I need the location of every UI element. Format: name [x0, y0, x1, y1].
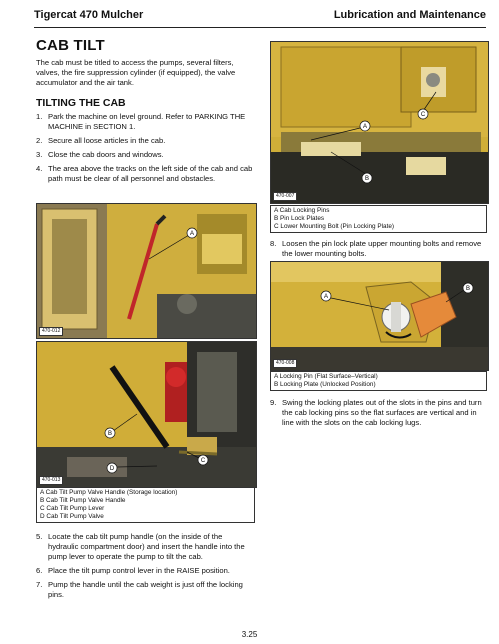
intro-paragraph: The cab must be titled to access the pumps, several filters, valves, the fire suppression cylinder (if equipped), the valve accumulator and the air tank. [36, 58, 236, 87]
step-item: 3. Close the cab doors and windows. [36, 150, 164, 159]
step-item: 6. Place the tilt pump control lever in the RAISE position. [36, 566, 230, 575]
step-item: 9. Swing the locking plates out of the slots in the pins and turn the cab locking pins so the flat surfaces are vertical and in line with the slots on the cab locking lugs. [270, 398, 482, 427]
step-item: 5. Locate the cab tilt pump handle (on the inside of the hydraulic compartment door) and insert the handle into the pump lever to operate the pump to tilt the cab. [36, 532, 245, 561]
figure-tag: 470-013 [39, 476, 63, 485]
header-divider [34, 27, 486, 28]
callout-label: B [465, 286, 471, 293]
subsection-title: TILTING THE CAB [36, 97, 126, 109]
chapter-title: Lubrication and Maintenance [333, 9, 486, 21]
callout-label: D [109, 466, 115, 473]
steps-list-top [36, 112, 254, 188]
figure-tag: 470-008 [273, 359, 297, 368]
figure-tag: 470-007 [273, 192, 297, 201]
figure-legend-008: A Locking Pin (Flat Surface–Vertical) B Locking Plate (Unlocked Position) [270, 371, 487, 391]
callout-label: C [420, 112, 426, 119]
step-item: 1. Park the machine on level ground. Refer to PARKING THE MACHINE in SECTION 1. [36, 112, 246, 131]
figure-locking-pin-plate [270, 261, 489, 371]
callout-label: A [189, 231, 195, 238]
figure-cab-locking-pins [270, 41, 489, 204]
page-number: 3.25 [241, 630, 258, 639]
callout-label: A [362, 124, 368, 131]
figure-cab-tilt-pump [36, 341, 257, 488]
callout-label: C [200, 458, 206, 465]
step-item: 4. The area above the tracks on the left side of the cab and cab path must be clear of all personnel and obstacles. [36, 164, 253, 183]
document-title: Tigercat 470 Mulcher [34, 9, 144, 21]
callout-label: B [364, 176, 370, 183]
section-title: CAB TILT [36, 37, 105, 54]
steps-list-right-1 [270, 239, 488, 263]
step-item: 7. Pump the handle until the cab weight is just off the locking pins. [36, 580, 243, 599]
figure-tag: 470-012 [39, 327, 63, 336]
callout-label: B [107, 431, 113, 438]
figure-cab-tilt-handle-storage [36, 203, 257, 339]
figure-legend-007: A Cab Locking Pins B Pin Lock Plates C Lower Mounting Bolt (Pin Locking Plate) [270, 205, 487, 233]
steps-list-bottom [36, 532, 254, 604]
step-item: 8. Loosen the pin lock plate upper mounting bolts and remove the lower mounting bolts. [270, 239, 482, 258]
steps-list-right-2 [270, 398, 488, 432]
callout-label: A [323, 294, 329, 301]
step-item: 2. Secure all loose articles in the cab. [36, 136, 166, 145]
figure-legend-013: A Cab Tilt Pump Valve Handle (Storage location) B Cab Tilt Pump Valve Handle C Cab Tilt Pump Lever D Cab Tilt Pump Valve [36, 487, 255, 523]
